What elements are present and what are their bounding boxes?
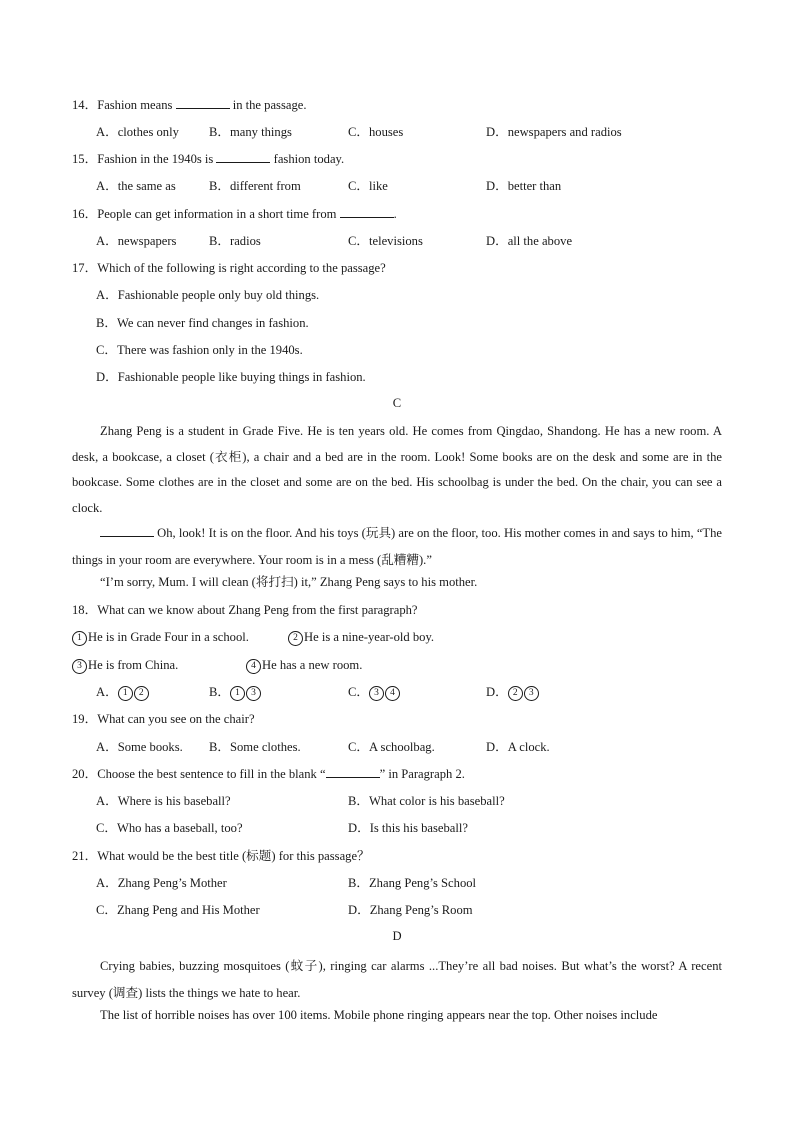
option-b: B．different from (209, 179, 301, 193)
option-label: D． (486, 685, 508, 699)
question-number: 15． (72, 152, 98, 166)
option-d (486, 684, 540, 701)
option-d: D．Zhang Peng’s Room (348, 903, 473, 917)
circled-number: 2 (508, 686, 523, 701)
option-b: B．Zhang Peng’s School (348, 876, 477, 890)
stem-text: People can get information in a short time from (97, 207, 340, 221)
option-c: C．houses (348, 125, 404, 139)
statement-2 (288, 629, 434, 646)
option-b: B．many things (209, 125, 292, 139)
question-18-stem (72, 602, 418, 618)
question-14-stem (72, 97, 307, 113)
stem-text: in the passage. (229, 98, 307, 112)
question-number: 16． (72, 207, 98, 221)
stem-text: Choose the best sentence to fill in the blank “ (97, 767, 326, 781)
option-b: B．What color is his baseball? (348, 794, 505, 808)
circled-number: 3 (524, 686, 539, 701)
statement-1 (72, 629, 249, 646)
question-number: 18． (72, 603, 98, 617)
circled-number: 4 (385, 686, 400, 701)
stem-text: . (393, 207, 397, 221)
answer-blank (176, 97, 230, 109)
question-20-stem (72, 766, 465, 782)
option-a: A．the same as (96, 179, 176, 193)
stem-text: What can you see on the chair? (97, 712, 255, 726)
option-b: B．radios (209, 234, 261, 248)
option-d: D．newspapers and radios (486, 125, 622, 139)
circled-number: 3 (246, 686, 261, 701)
stem-text: Which of the following is right according to the passage? (97, 261, 386, 275)
statement-3 (72, 657, 178, 674)
stem-text: Fashion in the 1940s is (97, 152, 217, 166)
question-number: 17． (72, 261, 98, 275)
question-number: 20． (72, 767, 98, 781)
option-c (348, 684, 401, 701)
stem-text: ” in Paragraph 2. (379, 767, 465, 781)
option-d: D．Is this his baseball? (348, 821, 468, 835)
option-a: A．newspapers (96, 234, 177, 248)
question-19-stem (72, 711, 255, 727)
option-c: C．Zhang Peng and His Mother (96, 903, 260, 917)
question-15-stem (72, 151, 344, 167)
section-heading-c: C (392, 396, 402, 410)
option-b: B．Some clothes. (209, 740, 301, 754)
option-a: A．Where is his baseball? (96, 794, 231, 808)
option-c: C．televisions (348, 234, 423, 248)
statement-4 (246, 657, 362, 674)
circled-number: 1 (118, 686, 133, 701)
passage-d-paragraph-2: The list of horrible noises has over 100 items. Mobile phone ringing appears near the top. Other noises include (100, 1008, 658, 1022)
paragraph-text: Oh, look! It is on the floor. And his toys (玩具) are on the floor, too. His mother comes in and says to him, “The things in your room are everywhere. Your room is in a mess (乱糟糟).” (72, 526, 722, 567)
option-b (209, 684, 262, 701)
passage-c-paragraph-2 (72, 520, 722, 573)
statement-text: He is from China. (88, 658, 179, 672)
answer-blank (216, 151, 270, 163)
option-a: A．Some books. (96, 740, 183, 754)
option-label: C． (348, 685, 369, 699)
passage-c-paragraph-1: Zhang Peng is a student in Grade Five. He is ten years old. He comes from Qingdao, Shandong. He has a new room. A desk, a bookcase, a closet (衣柜), a chair and a bed are in the room. Look! Some books are on the desk and some are in the bookcase. Some clothes are in the closet and some are on the bed. His schoolbag is under the bed. On the chair, you can see a clock. (72, 424, 722, 516)
stem-text: Fashion means (97, 98, 176, 112)
circled-number: 3 (369, 686, 384, 701)
question-number: 21． (72, 849, 98, 863)
option-a: A．Fashionable people only buy old things. (96, 288, 320, 302)
option-label: A． (96, 685, 118, 699)
question-number: 14． (72, 98, 98, 112)
stem-text: fashion today. (270, 152, 345, 166)
statement-text: He is in Grade Four in a school. (88, 630, 249, 644)
section-heading-d: D (392, 929, 402, 943)
question-21-stem (72, 848, 370, 864)
passage-d-paragraph-1: Crying babies, buzzing mosquitoes (蚊子), ringing car alarms ...They’re all bad noises. But what’s the worst? A recent survey (调查) lists the things we hate to hear. (72, 959, 722, 1000)
option-d: D．all the above (486, 234, 573, 248)
option-d: D．better than (486, 179, 562, 193)
answer-blank (326, 766, 380, 778)
passage-c-paragraph-3: “I’m sorry, Mum. I will clean (将打扫) it,” Zhang Peng says to his mother. (100, 575, 478, 589)
statement-text: He is a nine-year-old boy. (304, 630, 435, 644)
statement-text: He has a new room. (262, 658, 363, 672)
option-d: D．Fashionable people like buying things in fashion. (96, 370, 366, 384)
option-label: B． (209, 685, 230, 699)
question-17-stem (72, 260, 386, 276)
question-16-stem (72, 206, 397, 222)
option-d: D．A clock. (486, 740, 550, 754)
stem-text: What would be the best title (标题) for this passage？ (97, 849, 370, 863)
stem-text: What can we know about Zhang Peng from the first paragraph? (97, 603, 418, 617)
answer-blank (340, 206, 394, 218)
circled-number: 3 (72, 659, 87, 674)
option-c: C．like (348, 179, 388, 193)
option-b: B．We can never find changes in fashion. (96, 316, 309, 330)
option-c: C．There was fashion only in the 1940s. (96, 343, 303, 357)
answer-blank (100, 525, 154, 537)
circled-number: 1 (230, 686, 245, 701)
option-a: A．Zhang Peng’s Mother (96, 876, 227, 890)
circled-number: 2 (288, 631, 303, 646)
circled-number: 2 (134, 686, 149, 701)
option-a: A．clothes only (96, 125, 179, 139)
option-a (96, 684, 150, 701)
option-c: C．A schoolbag. (348, 740, 435, 754)
circled-number: 4 (246, 659, 261, 674)
option-c: C．Who has a baseball, too? (96, 821, 243, 835)
circled-number: 1 (72, 631, 87, 646)
question-number: 19． (72, 712, 98, 726)
